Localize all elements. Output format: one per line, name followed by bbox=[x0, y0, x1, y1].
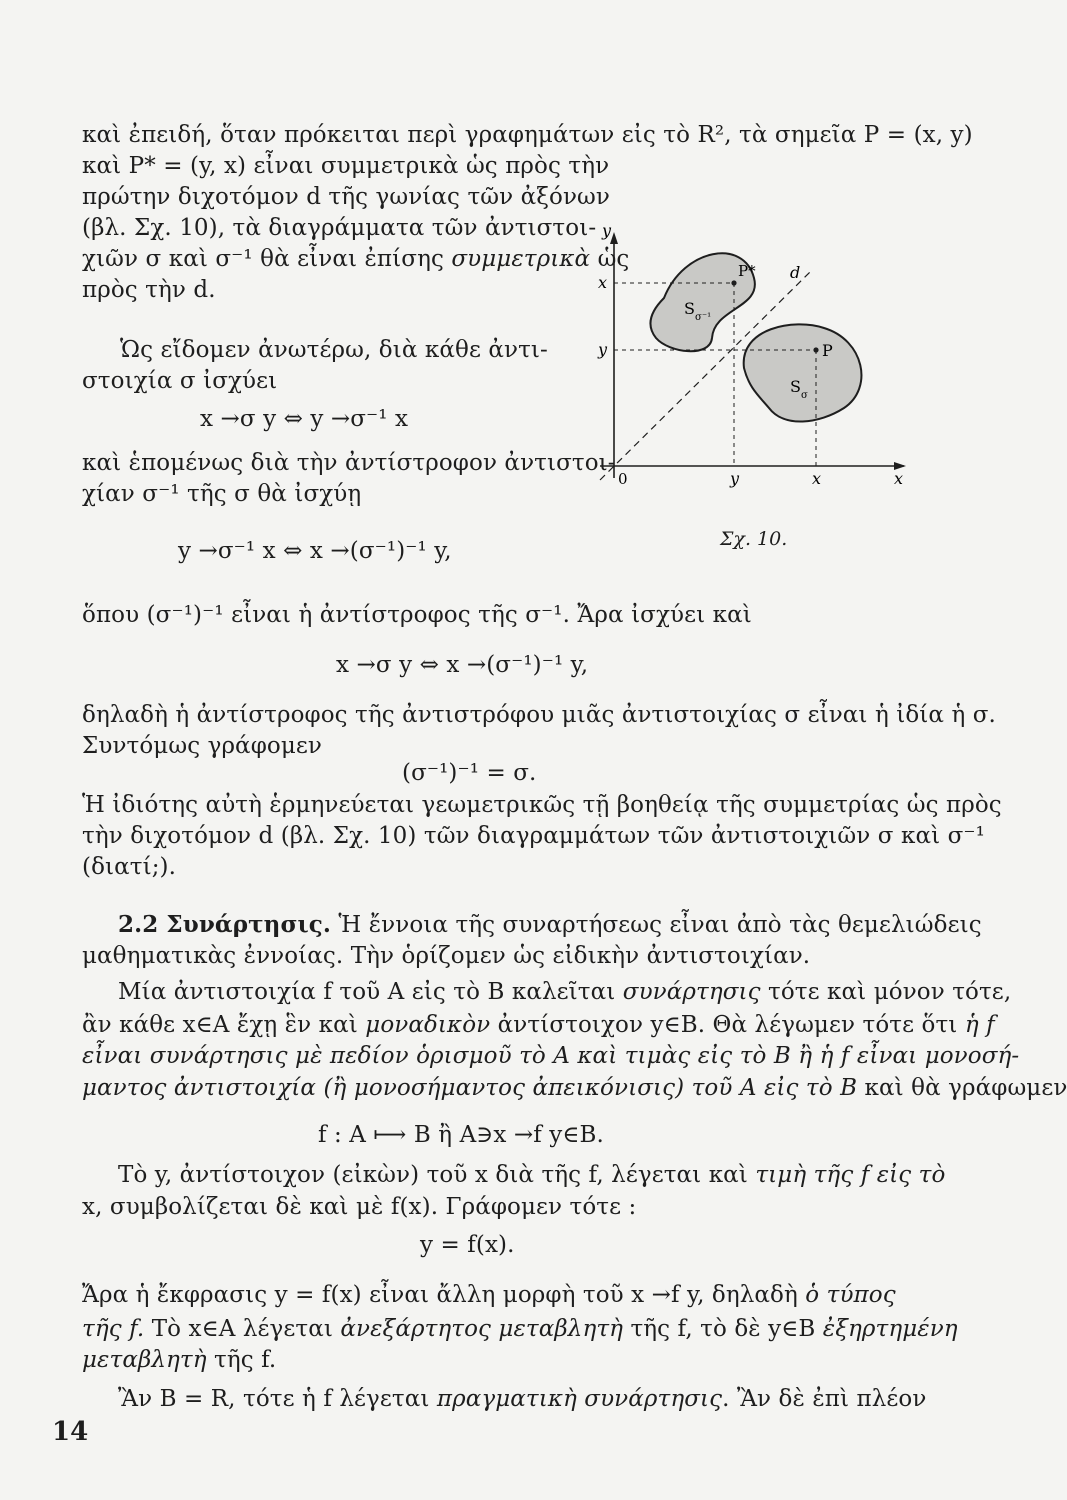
equation-3 bbox=[336, 650, 588, 680]
s-label: S bbox=[790, 377, 801, 396]
text-span: . Ἂν δὲ ἐπὶ πλέον bbox=[722, 1386, 927, 1412]
text-span: χίαν σ⁻¹ τῆς σ θὰ ἰσχύῃ bbox=[82, 481, 362, 507]
axis-y-label: y bbox=[602, 221, 612, 240]
text-span: Μία ἀντιστοιχία f τοῦ A εἰς τὸ B καλεῖται bbox=[118, 979, 623, 1005]
text-line bbox=[120, 335, 548, 365]
figure-caption: Σχ. 10. bbox=[720, 528, 788, 550]
text-line bbox=[82, 600, 752, 630]
equation-6 bbox=[420, 1230, 515, 1260]
text-span: Συντόμως γράφομεν bbox=[82, 733, 322, 759]
section-line bbox=[118, 910, 982, 940]
text-span: πρὸς τὴν d. bbox=[82, 277, 216, 303]
text-line bbox=[82, 448, 616, 478]
text-line bbox=[82, 182, 610, 212]
section-heading: 2.2 Συνάρτησις. bbox=[118, 911, 331, 938]
italic-span: μοναδικὸν bbox=[365, 1012, 491, 1038]
p-star-label: P* bbox=[738, 262, 756, 280]
text-line bbox=[82, 1345, 276, 1375]
d-label: d bbox=[790, 263, 801, 282]
text-line bbox=[82, 731, 322, 761]
page-number: 14 bbox=[52, 1417, 89, 1447]
p-label: P bbox=[822, 341, 833, 360]
origin-label: 0 bbox=[618, 470, 628, 488]
s-inverse-subscript: σ⁻¹ bbox=[695, 312, 712, 323]
italic-span: ὁ τύπος bbox=[805, 1282, 896, 1308]
italic-span: μεταβλητὴ bbox=[82, 1347, 207, 1373]
text-span: στοιχία σ ἰσχύει bbox=[82, 368, 278, 394]
text-line bbox=[82, 1192, 636, 1222]
text-line bbox=[118, 977, 1011, 1007]
text-line bbox=[118, 1384, 926, 1414]
point-p-star bbox=[731, 280, 736, 285]
text-line bbox=[82, 151, 609, 181]
text-line bbox=[82, 821, 985, 851]
axis-x-label: x bbox=[894, 469, 904, 488]
s-inverse-label: S bbox=[684, 299, 695, 318]
text-span: ἀντίστοιχον y∈B. Θὰ λέγωμεν τότε ὅτι bbox=[490, 1012, 965, 1038]
text-span: Ὡς εἴδομεν ἀνωτέρω, διὰ κάθε ἀντι- bbox=[120, 337, 548, 363]
text-span: τῆς f, τὸ δὲ y∈B bbox=[623, 1316, 823, 1342]
region-s-sigma bbox=[744, 324, 862, 421]
equation-text: f : A ⟼ B ἢ A∋x →f y∈B. bbox=[318, 1122, 604, 1148]
text-line bbox=[82, 1010, 995, 1040]
text-line bbox=[82, 244, 629, 274]
text-span: μαθηματικὰς ἐννοίας. Τὴν ὁρίζομεν ὡς εἰδικὴν ἀντιστοιχίαν. bbox=[82, 943, 811, 969]
tick-label: y bbox=[730, 469, 740, 488]
text-span: τότε καὶ μόνον τότε, bbox=[760, 979, 1012, 1005]
italic-span: εἶναι συνάρτησις μὲ πεδίον ὁρισμοῦ τὸ A καὶ τιμὰς εἰς τὸ B ἢ ἡ f εἶναι μονοσή- bbox=[82, 1043, 1020, 1069]
text-span: Ἡ ἔννοια τῆς συναρτήσεως εἶναι ἀπὸ τὰς θεμελιώδεις bbox=[331, 912, 982, 938]
text-line bbox=[118, 1160, 945, 1190]
text-span: πρώτην διχοτόμον d τῆς γωνίας τῶν ἀξόνων bbox=[82, 184, 610, 210]
text-line bbox=[82, 366, 277, 396]
italic-span: τιμὴ τῆς f εἰς τὸ bbox=[755, 1162, 946, 1188]
equation-text: x →σ y ⇔ x →(σ⁻¹)⁻¹ y, bbox=[336, 652, 589, 678]
text-span: καὶ ἐπειδή, ὅταν πρόκειται περὶ γραφημάτων εἰς τὸ R², τὰ σημεῖα P = (x, y) bbox=[82, 122, 973, 148]
text-span: Ἡ ἰδιότης αὐτὴ ἑρμηνεύεται γεωμετρικῶς τῇ βοηθείᾳ τῆς συμμετρίας ὡς πρὸς bbox=[82, 792, 1002, 818]
equation-5 bbox=[318, 1120, 604, 1150]
italic-span: ἡ f bbox=[964, 1012, 995, 1038]
italic-span: πραγματικὴ συνάρτησις bbox=[436, 1386, 723, 1412]
equation-4 bbox=[402, 758, 536, 788]
text-line bbox=[82, 700, 996, 730]
equation-text: y = f(x). bbox=[420, 1232, 515, 1258]
italic-span: συνάρτησις bbox=[622, 979, 761, 1005]
text-span: Τὸ x∈A λέγεται bbox=[144, 1316, 341, 1342]
italic-span: ἀνεξάρτητος μεταβλητὴ bbox=[340, 1316, 624, 1342]
text-span: ὅπου (σ⁻¹)⁻¹ εἶναι ἡ ἀντίστροφος τῆς σ⁻¹. Ἄρα ἰσχύει καὶ bbox=[82, 602, 752, 628]
point-p bbox=[813, 347, 818, 352]
text-line bbox=[82, 790, 1002, 820]
text-span: x, συμβολίζεται δὲ καὶ μὲ f(x). Γράφομεν τότε : bbox=[82, 1194, 637, 1220]
text-span: καὶ θὰ γράφωμεν bbox=[857, 1075, 1067, 1101]
text-line bbox=[82, 275, 216, 305]
figure-10-diagram bbox=[594, 221, 914, 498]
y-axis-arrow-icon bbox=[610, 232, 618, 244]
text-line bbox=[82, 1073, 1067, 1103]
equation-1 bbox=[200, 404, 408, 434]
text-line bbox=[82, 941, 810, 971]
text-span: Ἄρα ἡ ἔκφρασις y = f(x) εἶναι ἄλλη μορφὴ τοῦ x →f y, δηλαδὴ bbox=[82, 1282, 806, 1308]
text-span: Τὸ y, ἀντίστοιχον (εἰκὼν) τοῦ x διὰ τῆς f, λέγεται καὶ bbox=[118, 1162, 756, 1188]
text-line bbox=[82, 852, 176, 882]
tick-label: x bbox=[598, 273, 608, 292]
text-line bbox=[82, 479, 361, 509]
text-span: δηλαδὴ ἡ ἀντίστροφος τῆς ἀντιστρόφου μιᾶς ἀντιστοιχίας σ εἶναι ἡ ἰδία ἡ σ. bbox=[82, 702, 996, 728]
s-subscript: σ bbox=[801, 390, 808, 401]
text-span: ὡς bbox=[590, 246, 630, 272]
equation-2 bbox=[178, 536, 452, 566]
text-span: χιῶν σ καὶ σ⁻¹ θὰ εἶναι ἐπίσης bbox=[82, 246, 452, 272]
text-span: Ἂν B = R, τότε ἡ f λέγεται bbox=[118, 1386, 437, 1412]
tick-label: y bbox=[598, 340, 608, 359]
tick-label: x bbox=[812, 469, 822, 488]
italic-span: μαντος ἀντιστοιχία (ἢ μονοσήμαντος ἀπεικόνισις) τοῦ A εἰς τὸ B bbox=[82, 1075, 858, 1101]
text-span: τῆς f. bbox=[206, 1347, 277, 1373]
italic-span: τῆς f. bbox=[82, 1316, 145, 1342]
text-span: τὴν διχοτόμον d (βλ. Σχ. 10) τῶν διαγραμμάτων τῶν ἀντιστοιχιῶν σ καὶ σ⁻¹ bbox=[82, 823, 985, 849]
text-line bbox=[82, 213, 596, 243]
text-span: ἂν κάθε x∈A ἔχῃ ἓν καὶ bbox=[82, 1012, 366, 1038]
equation-text: y →σ⁻¹ x ⇔ x →(σ⁻¹)⁻¹ y, bbox=[178, 538, 452, 564]
text-span: (βλ. Σχ. 10), τὰ διαγράμματα τῶν ἀντιστοι- bbox=[82, 215, 597, 241]
text-line bbox=[82, 1280, 896, 1310]
text-line bbox=[82, 1041, 1019, 1071]
italic-span: συμμετρικὰ bbox=[451, 246, 591, 272]
text-span: καὶ P* = (y, x) εἶναι συμμετρικὰ ὡς πρὸς τὴν bbox=[82, 153, 610, 179]
text-span: (διατί;). bbox=[82, 854, 177, 880]
text-span: καὶ ἑπομένως διὰ τὴν ἀντίστροφον ἀντιστοι- bbox=[82, 450, 616, 476]
equation-text: x →σ y ⇔ y →σ⁻¹ x bbox=[200, 406, 409, 432]
equation-text: (σ⁻¹)⁻¹ = σ. bbox=[402, 760, 537, 786]
text-line bbox=[82, 120, 973, 150]
italic-span: ἐξηρτημένη bbox=[822, 1316, 958, 1342]
text-line bbox=[82, 1314, 958, 1344]
